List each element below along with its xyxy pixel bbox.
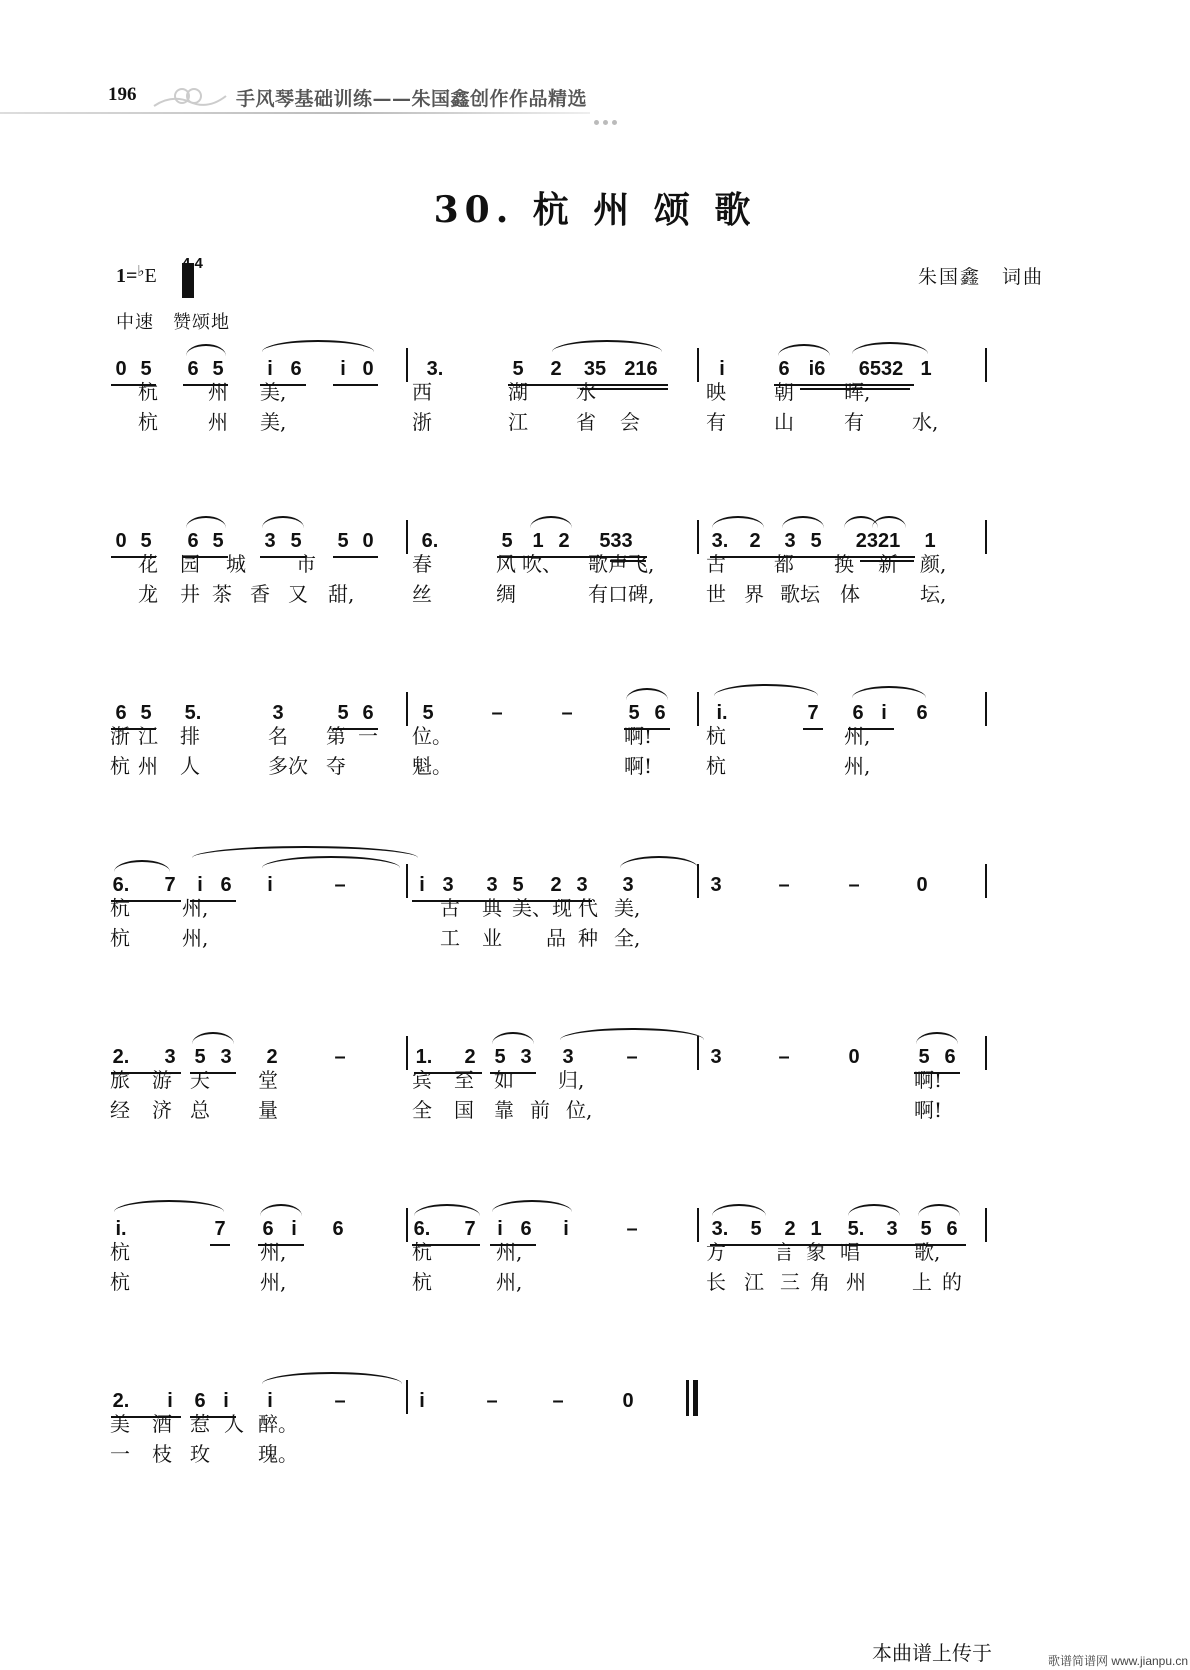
note: 5 <box>290 530 302 552</box>
note: 5 <box>512 874 524 896</box>
note: 5 <box>337 702 349 724</box>
note: 3 <box>486 874 498 896</box>
time-bottom: 4 <box>194 255 203 272</box>
note: – <box>626 1046 638 1068</box>
page-number: 196 <box>108 84 137 105</box>
note: 5 <box>628 702 640 724</box>
lyrics-verse-2: 杭 州 美, 浙 江 省 会 有 山 有 水, <box>138 410 939 434</box>
note: 6 <box>262 1218 274 1240</box>
note: 2 <box>784 1218 796 1240</box>
note: 6 <box>520 1218 532 1240</box>
note: 6 <box>115 702 127 724</box>
lyrics-verse-2: 杭 州, 工 业 品 种 全, <box>110 926 641 950</box>
note: 0 <box>115 530 127 552</box>
note: 3 <box>272 702 284 724</box>
score-row-4 <box>0 856 1190 1006</box>
note: 5 <box>194 1046 206 1068</box>
note: 6. <box>413 1218 431 1240</box>
lyrics-verse-2: 一 枝 玫 瑰。 <box>110 1442 298 1466</box>
note: 5. <box>184 702 202 724</box>
ribbon-ornament-icon <box>152 84 228 114</box>
note: 6 <box>187 530 199 552</box>
note: 5 <box>337 530 349 552</box>
note: 3 <box>264 530 276 552</box>
note: 5 <box>501 530 513 552</box>
note: – <box>778 1046 790 1068</box>
note: 0 <box>916 874 928 896</box>
lyrics-verse-1: 杭 州, 古 典 美、现 代 美, <box>110 896 641 920</box>
note: 6 <box>290 358 302 380</box>
note: 1 <box>924 530 936 552</box>
note: – <box>334 874 346 896</box>
score-row-2 <box>0 512 1190 662</box>
note: 3 <box>220 1046 232 1068</box>
note: – <box>334 1046 346 1068</box>
note: i <box>419 1390 425 1412</box>
note: 6 <box>220 874 232 896</box>
note: 3 <box>710 1046 722 1068</box>
note: 6. <box>112 874 130 896</box>
lyrics-verse-1: 杭 州 美, 西 湖 水 映 朝 晖, <box>138 380 871 404</box>
note: i <box>419 874 425 896</box>
note: 3. <box>426 358 444 380</box>
note: 6 <box>332 1218 344 1240</box>
lyrics-verse-1: 杭 州, 杭 州, 方 言 象 唱 歌, <box>110 1240 941 1264</box>
note: 7 <box>164 874 176 896</box>
score-row-3 <box>0 684 1190 834</box>
note: 3 <box>784 530 796 552</box>
note: 5 <box>212 358 224 380</box>
note: 5 <box>494 1046 506 1068</box>
note: 5 <box>422 702 434 724</box>
note: i <box>291 1218 297 1240</box>
note: 5 <box>212 530 224 552</box>
note: 0 <box>622 1390 634 1412</box>
tempo-marking: 中速 赞颂地 <box>116 312 230 333</box>
note: i. <box>115 1218 127 1240</box>
note: 6 <box>944 1046 956 1068</box>
note: 5 <box>918 1046 930 1068</box>
note: 5 <box>810 530 822 552</box>
note: 5 <box>140 530 152 552</box>
score-row-6 <box>0 1200 1190 1350</box>
note: 2 <box>749 530 761 552</box>
note: – <box>626 1218 638 1240</box>
note: 216 <box>624 358 658 380</box>
note: i <box>223 1390 229 1412</box>
note: 6 <box>194 1390 206 1412</box>
note: 1 <box>810 1218 822 1240</box>
note: 6 <box>946 1218 958 1240</box>
note: 6 <box>778 358 790 380</box>
note: 0 <box>848 1046 860 1068</box>
score-row-1 <box>0 340 1190 490</box>
header-dots <box>594 110 621 129</box>
note: 7 <box>214 1218 226 1240</box>
note: 3 <box>886 1218 898 1240</box>
time-signature <box>182 255 203 272</box>
note: i <box>267 874 273 896</box>
lyrics-verse-2: 杭 州, 杭 州, 长 江 三 角 州 上 的 <box>110 1270 962 1294</box>
note: i <box>563 1218 569 1240</box>
note: 3 <box>164 1046 176 1068</box>
note: 6 <box>187 358 199 380</box>
note: 35 <box>583 358 607 380</box>
header-rule <box>0 112 590 114</box>
note: 5 <box>920 1218 932 1240</box>
note: 1 <box>920 358 932 380</box>
note: 2321 <box>855 530 901 552</box>
note: 7 <box>807 702 819 724</box>
note: – <box>486 1390 498 1412</box>
composer-credit: 朱国鑫 词曲 <box>918 266 1045 288</box>
note: i. <box>716 702 728 724</box>
note: 0 <box>362 530 374 552</box>
note: 7 <box>464 1218 476 1240</box>
note: i <box>340 358 346 380</box>
note: 3 <box>710 874 722 896</box>
note: 3. <box>711 530 729 552</box>
note: 6 <box>654 702 666 724</box>
note: i6 <box>808 358 826 380</box>
running-header <box>0 80 640 120</box>
note: 3 <box>562 1046 574 1068</box>
lyrics-verse-1: 浙 江 排 名 第 一 位。 啊! 杭 州, <box>110 724 871 748</box>
note: 3 <box>622 874 634 896</box>
note: 2. <box>112 1046 130 1068</box>
score-row-5 <box>0 1028 1190 1178</box>
note: 533 <box>599 530 633 552</box>
note: i <box>197 874 203 896</box>
note: 5 <box>140 702 152 724</box>
note: 3 <box>576 874 588 896</box>
note: 1 <box>532 530 544 552</box>
note: 1. <box>415 1046 433 1068</box>
note: 6. <box>421 530 439 552</box>
note: – <box>334 1390 346 1412</box>
note: i <box>719 358 725 380</box>
note: i <box>881 702 887 724</box>
lyrics-verse-1: 美 酒 惹 人 醉。 <box>110 1412 298 1436</box>
score-row-7 <box>0 1372 1190 1522</box>
note: 5 <box>750 1218 762 1240</box>
lyrics-verse-2: 经 济 总 量 全 国 靠 前 位, 啊! <box>110 1098 943 1122</box>
note: 5. <box>847 1218 865 1240</box>
note: 2 <box>550 874 562 896</box>
key-signature: 1=♭E <box>116 264 157 287</box>
note: – <box>848 874 860 896</box>
note: 2 <box>266 1046 278 1068</box>
book-title: 手风琴基础训练——朱国鑫创作作品精选 <box>236 88 588 110</box>
note: 2 <box>550 358 562 380</box>
note: 2 <box>464 1046 476 1068</box>
note: – <box>491 702 503 724</box>
note: 0 <box>362 358 374 380</box>
note: – <box>561 702 573 724</box>
note: 6 <box>916 702 928 724</box>
note: 5 <box>140 358 152 380</box>
lyrics-verse-1: 花 园 城 市 春 风 吹、 歌声飞, 古 都 换 新 颜, <box>138 552 947 576</box>
lyrics-verse-1: 旅 游 天 堂 宾 至 如 归, 啊! <box>110 1068 943 1092</box>
site-watermark: 歌谱简谱网 www.jianpu.cn <box>1048 1654 1189 1668</box>
note: 5 <box>512 358 524 380</box>
note: i <box>167 1390 173 1412</box>
note: 3. <box>711 1218 729 1240</box>
lyrics-verse-2: 龙 井 茶 香 又 甜, 丝 绸 有口碑, 世 界 歌坛 体 坛, <box>138 582 947 606</box>
note: 2 <box>558 530 570 552</box>
upload-watermark: 本曲谱上传于 <box>872 1643 992 1665</box>
note: i <box>267 1390 273 1412</box>
note: 3 <box>520 1046 532 1068</box>
note: 6 <box>362 702 374 724</box>
note: 2. <box>112 1390 130 1412</box>
note: i <box>267 358 273 380</box>
song-title: 30. 杭 州 颂 歌 <box>433 189 757 231</box>
note: i <box>497 1218 503 1240</box>
note: 0 <box>115 358 127 380</box>
note: 6532 <box>858 358 904 380</box>
note: 6 <box>852 702 864 724</box>
note: – <box>778 874 790 896</box>
note: 3 <box>442 874 454 896</box>
note: – <box>552 1390 564 1412</box>
lyrics-verse-2: 杭 州 人 多次 夺 魁。 啊! 杭 州, <box>110 754 871 778</box>
